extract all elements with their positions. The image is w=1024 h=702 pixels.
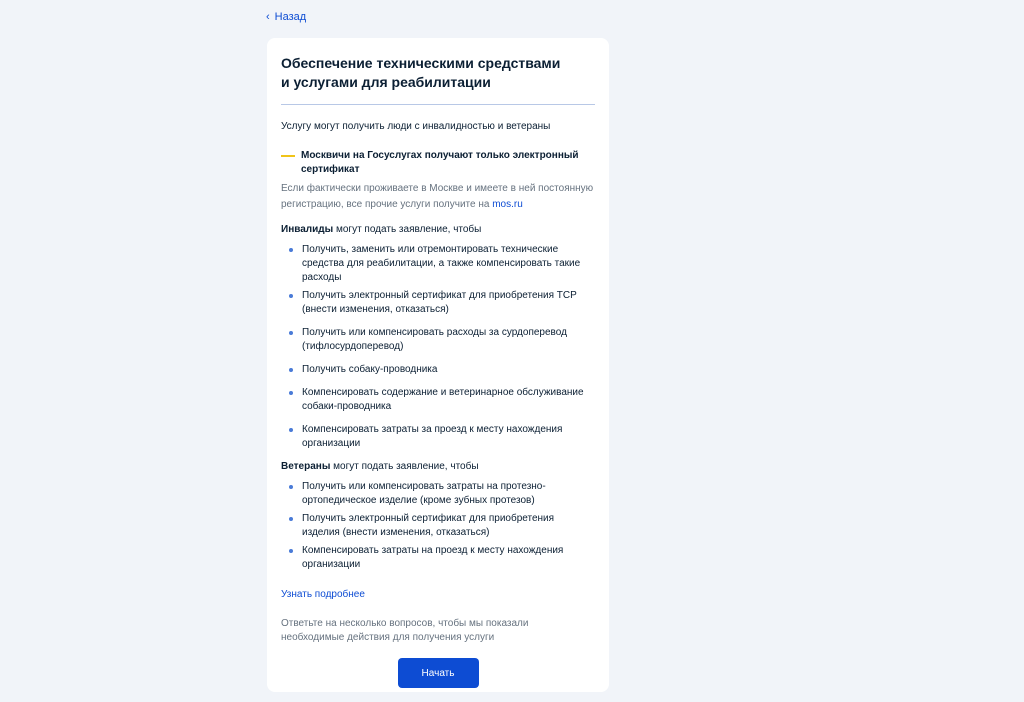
veterans-heading-rest: могут подать заявление, чтобы (330, 461, 479, 472)
bullet-icon (289, 294, 293, 298)
hint-text: Ответьте на несколько вопросов, чтобы мы показали необходимые действия для получения услуги (281, 618, 529, 643)
veterans-list (289, 480, 595, 572)
notice-heading (281, 149, 595, 177)
list-item (289, 423, 589, 451)
back-label: Назад (274, 11, 307, 23)
bullet-icon (289, 368, 293, 372)
list-item (289, 243, 589, 285)
list-item-text: Получить собаку-проводника (302, 364, 438, 375)
list-item (289, 363, 589, 377)
notice-text (281, 181, 595, 213)
veterans-heading-bold: Ветераны (281, 461, 331, 472)
start-button[interactable]: Начать (398, 658, 479, 688)
notice-heading-text: Москвичи на Госуслугах получают только электронный сертификат (301, 150, 579, 175)
disabled-section-heading (281, 223, 595, 237)
bullet-icon (289, 549, 293, 553)
list-item (289, 386, 589, 414)
bullet-icon (289, 428, 293, 432)
disabled-list (289, 243, 595, 451)
list-item-text: Компенсировать затраты за проезд к месту нахождения организации (302, 424, 563, 449)
veterans-section-heading (281, 460, 595, 474)
list-item (289, 289, 589, 317)
title-line-1: Обеспечение техническими средствами (281, 55, 561, 71)
list-item (289, 326, 589, 354)
chevron-left-icon: ‹ (266, 10, 270, 23)
list-item (289, 544, 589, 572)
list-item-text: Получить электронный сертификат для приобретения изделия (внести изменения, отказаться) (302, 513, 555, 538)
list-item-text: Компенсировать затраты на проезд к месту нахождения организации (302, 545, 564, 570)
disabled-heading-rest: могут подать заявление, чтобы (333, 224, 482, 235)
bullet-icon (289, 485, 293, 489)
list-item-text: Получить или компенсировать затраты на протезно-ортопедическое изделие (кроме зубных протезов) (302, 481, 546, 506)
service-card (267, 38, 609, 692)
bullet-icon (289, 248, 293, 252)
mos-ru-link[interactable]: mos.ru (492, 199, 523, 210)
list-item-text: Получить или компенсировать расходы за сурдоперевод (тифлосурдоперевод) (302, 327, 567, 352)
notice-dash-icon (281, 155, 295, 157)
page-title (281, 54, 571, 92)
bullet-icon (289, 331, 293, 335)
list-item-text: Компенсировать содержание и ветеринарное обслуживание собаки-проводника (302, 387, 584, 412)
list-item (289, 512, 589, 540)
title-divider (281, 104, 595, 105)
bullet-icon (289, 391, 293, 395)
back-link[interactable] (266, 11, 306, 23)
lead-text: Услугу могут получить люди с инвалидностью и ветераны (281, 121, 551, 132)
list-item-text: Получить электронный сертификат для приобретения ТСР (внести изменения, отказаться) (302, 290, 577, 315)
disabled-heading-bold: Инвалиды (281, 224, 334, 235)
list-item (289, 480, 589, 508)
title-line-2: и услугами для реабилитации (281, 74, 491, 90)
notice-body: Если фактически проживаете в Москве и имеете в ней постоянную регистрацию, все прочие услуги получите на (281, 183, 594, 210)
learn-more-link[interactable]: Узнать подробнее (281, 589, 365, 600)
bullet-icon (289, 517, 293, 521)
list-item-text: Получить, заменить или отремонтировать технические средства для реабилитации, а также компенсировать такие расходы (302, 244, 581, 283)
